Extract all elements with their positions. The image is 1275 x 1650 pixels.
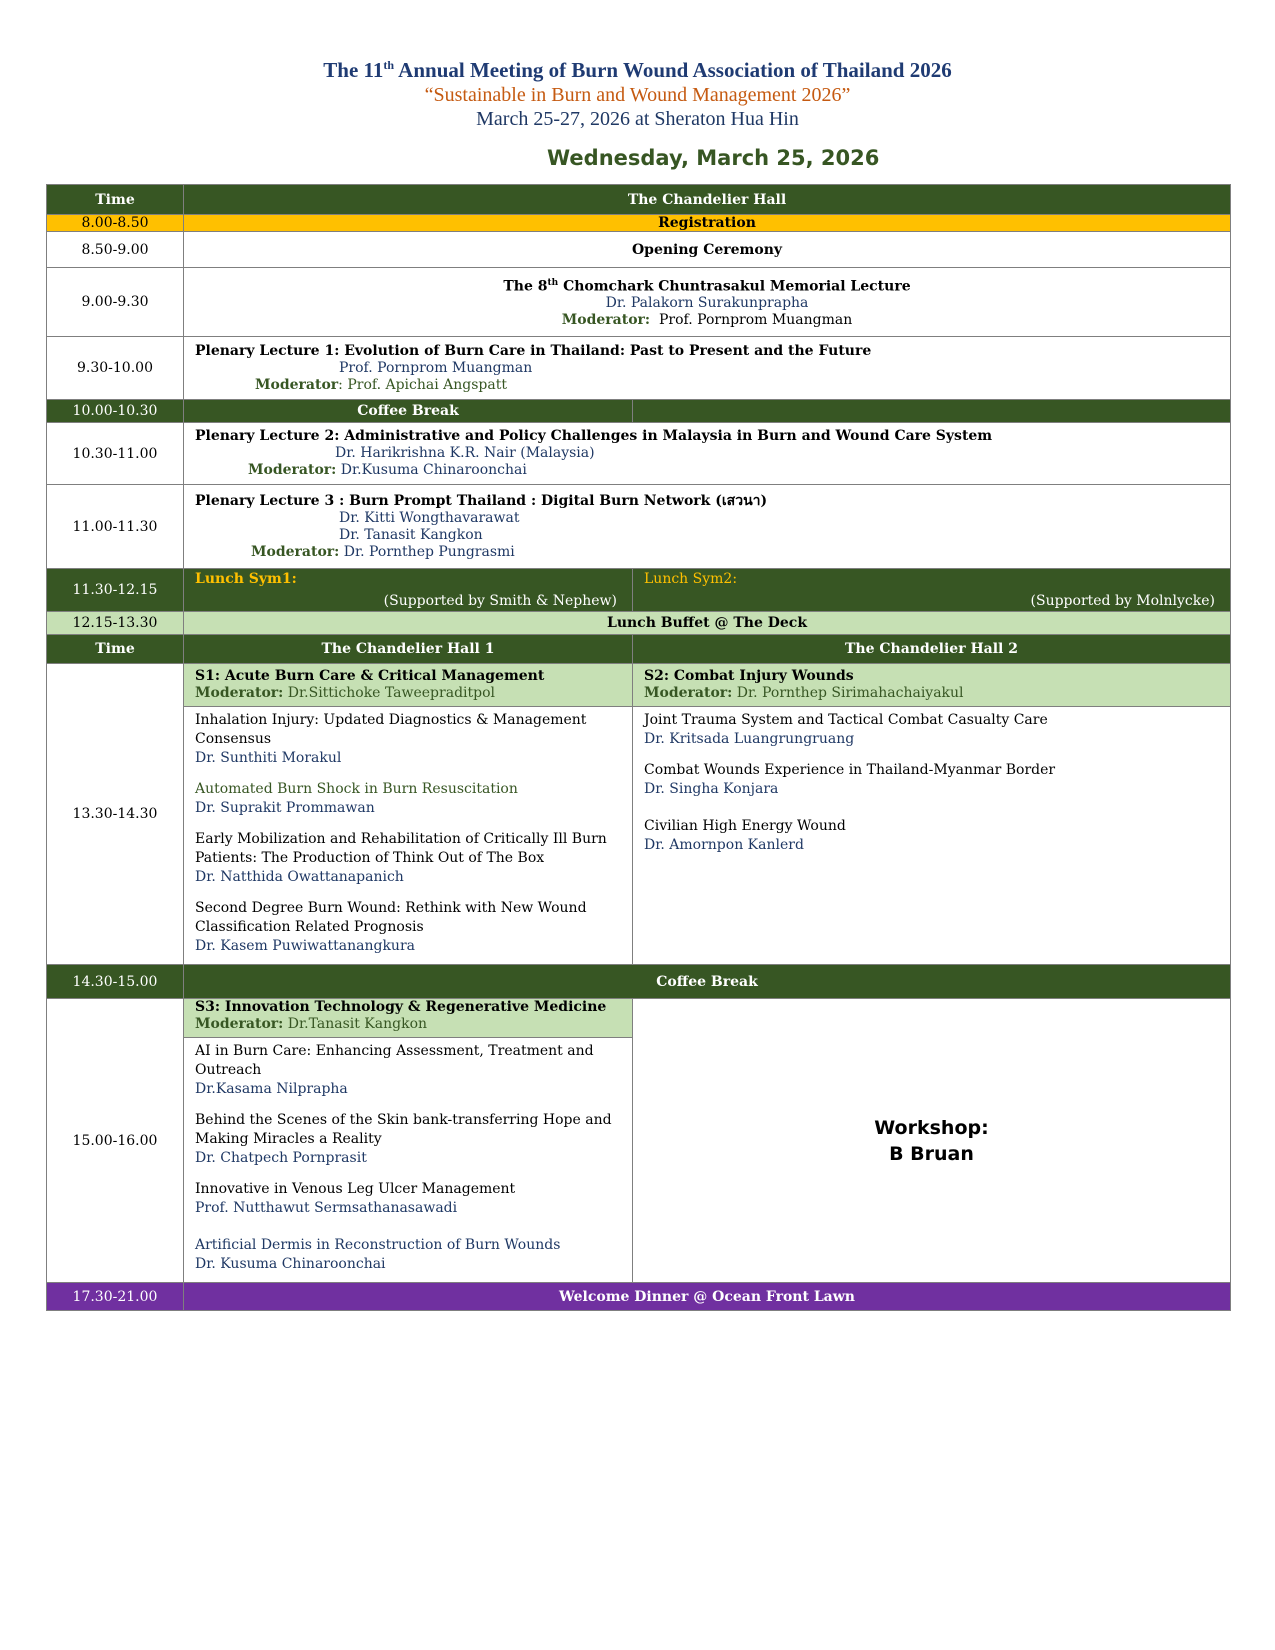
plenary2-cell: [184, 423, 1231, 485]
time-cell: 10.30-11.00: [47, 423, 184, 485]
document-header: [0, 52, 1275, 131]
coffee-break-label: Coffee Break: [184, 965, 1231, 999]
talk-title: Civilian High Energy Wound: [644, 818, 846, 834]
time-cell: 13.30-14.30: [47, 664, 184, 965]
lecture-title: Plenary Lecture 1: Evolution of Burn Care in Thailand: Past to Present and the Future: [195, 342, 872, 359]
lunch-sym2-label: Lunch Sym2:: [644, 571, 738, 587]
session-header: [184, 999, 632, 1038]
lunch-symposium-row: [47, 569, 1231, 612]
talk-title: Automated Burn Shock in Burn Resuscitation: [195, 781, 518, 797]
halls-header-row: [47, 635, 1231, 664]
talk-item: [195, 899, 621, 956]
moderator-line: [195, 685, 621, 702]
lunch-buffet-row: [47, 612, 1231, 635]
time-cell: 10.00-10.30: [47, 400, 184, 423]
title-part: Annual Meeting of Burn Wound Association of Thailand 2026: [394, 58, 952, 82]
dinner-row: [47, 1283, 1231, 1311]
plenary3-row: [47, 485, 1231, 569]
lunch-sym2-sponsor: (Supported by Molnlycke): [1030, 593, 1215, 609]
time-cell: 17.30-21.00: [47, 1283, 184, 1311]
talk-item: [195, 1042, 621, 1099]
talk-item: [644, 817, 1219, 855]
opening-row: [47, 232, 1231, 268]
speaker: Dr. Harikrishna K.R. Nair (Malaysia): [335, 445, 595, 461]
title-superscript: th: [383, 58, 395, 72]
lecture-title: Plenary Lecture 2: Administrative and Policy Challenges in Malaysia in Burn and Wound Care System: [195, 428, 993, 444]
coffee-break-row: [47, 965, 1231, 999]
meeting-subtitle: “Sustainable in Burn and Wound Management 2026”: [424, 84, 851, 106]
talk-item: [644, 761, 1219, 799]
session-title: S1: Acute Burn Care & Critical Management: [195, 668, 545, 684]
talk-title: Joint Trauma System and Tactical Combat Casualty Care: [644, 712, 1048, 728]
time-cell: 14.30-15.00: [47, 965, 184, 999]
talk-item: [195, 1111, 621, 1168]
talk-speaker: Dr.Kasama Nilprapha: [195, 1081, 348, 1097]
talk-speaker: Dr. Amornpon Kanlerd: [644, 837, 804, 853]
talk-speaker: Dr. Kusuma Chinaroonchai: [195, 1256, 386, 1272]
moderator-name: Dr.Kusuma Chinaroonchai: [336, 462, 527, 478]
meeting-date-venue: March 25-27, 2026 at Sheraton Hua Hin: [476, 108, 799, 130]
coffee-break-row: [47, 400, 1231, 423]
session-header: [633, 664, 1230, 707]
moderator-name: Dr. Pornthep Sirimahachaiyakul: [732, 685, 964, 701]
session-talks: [633, 707, 1230, 863]
workshop-cell: [633, 999, 1231, 1283]
moderator-name: Dr. Pornthep Pungrasmi: [339, 543, 515, 560]
lunch-buffet-label: Lunch Buffet @ The Deck: [184, 612, 1231, 635]
talk-title: Inhalation Injury: Updated Diagnostics & Management Consensus: [195, 712, 587, 747]
hall-column-header: The Chandelier Hall: [184, 185, 1231, 215]
talk-title: Combat Wounds Experience in Thailand-Myanmar Border: [644, 762, 1056, 778]
meeting-title: [0, 52, 1275, 83]
moderator-line: [195, 377, 1219, 394]
talk-title: Second Degree Burn Wound: Rethink with New Wound Classification Related Prognosis: [195, 900, 587, 935]
workshop-label: Workshop:: [874, 1116, 989, 1139]
talk-item: [644, 711, 1219, 749]
time-cell: 12.15-13.30: [47, 612, 184, 635]
lecture-title: Plenary Lecture 3 : Burn Prompt Thailand : Digital Burn Network (เสวนา): [195, 492, 768, 509]
lunch-sym1-sponsor: (Supported by Smith & Nephew): [383, 593, 617, 609]
talk-speaker: Dr. Kasem Puwiwattanangkura: [195, 938, 415, 954]
time-column-header: Time: [47, 635, 184, 664]
talk-title: AI in Burn Care: Enhancing Assessment, Treatment and Outreach: [195, 1043, 594, 1078]
workshop-sponsor: B Bruan: [889, 1142, 974, 1165]
session-s1-cell: [184, 664, 633, 965]
talk-item: [195, 1236, 621, 1274]
moderator-label: Moderator:: [561, 312, 651, 329]
time-cell: 9.30-10.00: [47, 337, 184, 400]
moderator-label: Moderator:: [195, 685, 284, 701]
moderator-label: Moderator:: [251, 543, 340, 560]
talk-speaker: Dr. Singha Konjara: [644, 781, 779, 797]
moderator-line: [195, 462, 1219, 479]
moderator-label: Moderator:: [644, 685, 733, 701]
moderator-label: Moderator:: [248, 462, 337, 478]
lunch-sym1-label: Lunch Sym1:: [195, 571, 297, 587]
talk-title: Innovative in Venous Leg Ulcer Management: [195, 1181, 516, 1197]
title-part: The 11: [323, 58, 384, 82]
talk-speaker: Prof. Nutthawut Sermsathanasawadi: [195, 1200, 458, 1216]
moderator-line: [195, 544, 1219, 561]
sessions-1-2-row: [47, 664, 1231, 965]
talk-item: [195, 711, 621, 768]
session-talks: [184, 707, 632, 964]
session-title: S3: Innovation Technology & Regenerative Medicine: [195, 999, 607, 1015]
talk-title: Artificial Dermis in Reconstruction of Burn Wounds: [195, 1237, 561, 1253]
moderator-label: Moderator: [255, 376, 339, 393]
session-title: S2: Combat Injury Wounds: [644, 668, 854, 684]
moderator-line: [195, 312, 1219, 329]
plenary1-row: [47, 337, 1231, 400]
registration-label: Registration: [184, 215, 1231, 232]
session-header: [184, 664, 632, 707]
speaker: Dr. Kitti Wongthavarawat: [339, 509, 520, 526]
title-part: Chomchark Chuntrasakul Memorial Lecture: [558, 278, 911, 295]
time-cell: 8.00-8.50: [47, 215, 184, 232]
registration-row: [47, 215, 1231, 232]
talk-speaker: Dr. Chatpech Pornprasit: [195, 1150, 367, 1166]
table-header-row: [47, 185, 1231, 215]
moderator-name: Dr.Tanasit Kangkon: [283, 1016, 428, 1032]
time-cell: 11.00-11.30: [47, 485, 184, 569]
moderator-name: Dr.Sittichoke Taweepraditpol: [283, 685, 495, 701]
lunch-sym2-cell: [633, 569, 1231, 612]
plenary2-row: [47, 423, 1231, 485]
session-talks: [184, 1038, 632, 1282]
title-superscript: th: [547, 277, 559, 288]
dinner-label: Welcome Dinner @ Ocean Front Lawn: [184, 1283, 1231, 1311]
talk-title: Early Mobilization and Rehabilitation of Critically Ill Burn Patients: The Production of Think Out of The Box: [195, 831, 607, 866]
talk-speaker: Dr. Suprakit Prommawan: [195, 800, 375, 816]
plenary3-cell: [184, 485, 1231, 569]
speaker: Dr. Tanasit Kangkon: [339, 526, 483, 543]
moderator-line: [195, 1016, 621, 1033]
session-3-row: [47, 999, 1231, 1283]
plenary1-cell: [184, 337, 1231, 400]
hall2-header: The Chandelier Hall 2: [633, 635, 1231, 664]
session-s2-cell: [633, 664, 1231, 965]
time-column-header: Time: [47, 185, 184, 215]
day-title: Wednesday, March 25, 2026: [547, 146, 880, 170]
talk-title: Behind the Scenes of the Skin bank-transferring Hope and Making Miracles a Reality: [195, 1112, 612, 1147]
moderator-label: Moderator:: [195, 1016, 284, 1032]
lunch-sym1-cell: [184, 569, 633, 612]
time-cell: 15.00-16.00: [47, 999, 184, 1283]
time-cell: 11.30-12.15: [47, 569, 184, 612]
title-part: The 8: [503, 278, 548, 295]
memorial-cell: [184, 268, 1231, 337]
memorial-row: [47, 268, 1231, 337]
time-cell: 8.50-9.00: [47, 232, 184, 268]
moderator-name: : Prof. Apichai Angspatt: [338, 376, 507, 393]
time-cell: 9.00-9.30: [47, 268, 184, 337]
empty-cell: [633, 400, 1231, 423]
talk-speaker: Dr. Kritsada Luangrungruang: [644, 731, 855, 747]
speaker: Prof. Pornprom Muangman: [339, 359, 533, 376]
opening-label: Opening Ceremony: [184, 232, 1231, 268]
talk-speaker: Dr. Natthida Owattanapanich: [195, 869, 404, 885]
schedule-table: [46, 184, 1231, 1311]
talk-speaker: Dr. Sunthiti Morakul: [195, 750, 342, 766]
hall1-header: The Chandelier Hall 1: [184, 635, 633, 664]
talk-item: [195, 830, 621, 887]
talk-item: [195, 780, 621, 818]
moderator-name: Prof. Pornprom Muangman: [658, 312, 853, 329]
memorial-title: [195, 275, 1219, 296]
talk-item: [195, 1180, 621, 1218]
coffee-break-label: Coffee Break: [184, 400, 633, 423]
session-s3-cell: [184, 999, 633, 1283]
speaker: Dr. Palakorn Surakunprapha: [605, 295, 809, 312]
moderator-line: [644, 685, 1219, 702]
